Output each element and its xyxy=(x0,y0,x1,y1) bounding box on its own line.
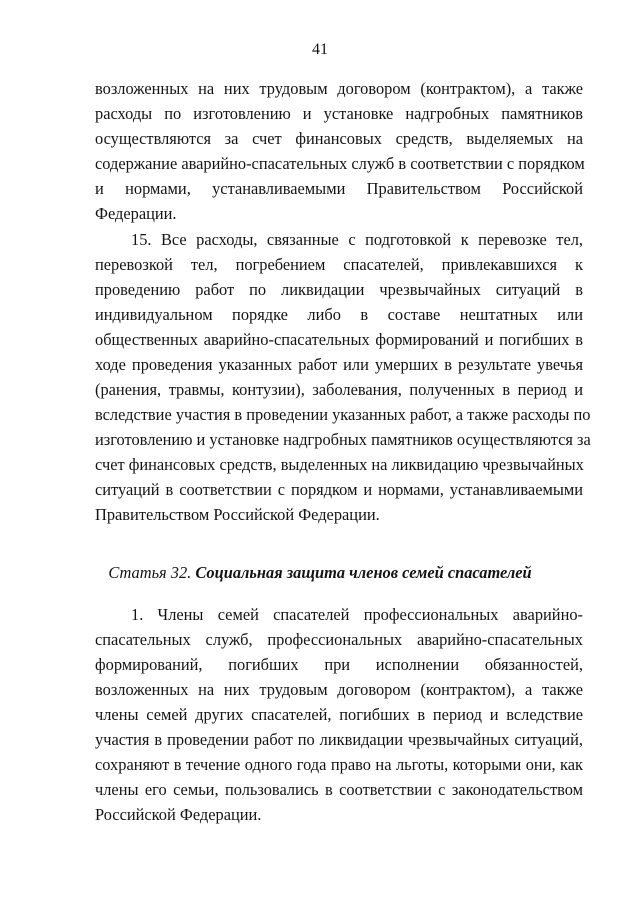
text-line: ходе проведения указанных работ или умерших в результате увечья xyxy=(95,355,583,374)
text-line: члены семей других спасателей, погибших в период и вследствие xyxy=(95,705,583,724)
text-line: счет финансовых средств, выделенных на ликвидацию чрезвычайных xyxy=(95,455,584,474)
text-line: Правительством Российской Федерации. xyxy=(95,505,380,524)
text-line: ситуаций в соответствии с порядком и нормами, устанавливаемыми xyxy=(95,480,583,499)
text-line: расходы по изготовлению и установке надгробных памятников xyxy=(95,104,583,123)
text-line: возложенных на них трудовым договором (контрактом), а также xyxy=(95,680,583,699)
text-line: Федерации. xyxy=(95,204,177,223)
text-line: участия в проведении работ по ликвидации чрезвычайных ситуаций, xyxy=(95,730,583,749)
text-line: 15. Все расходы, связанные с подготовкой к перевозке тел, xyxy=(131,230,583,249)
text-line: возложенных на них трудовым договором (контрактом), а также xyxy=(95,79,583,98)
text-line: осуществляются за счет финансовых средств, выделяемых на xyxy=(95,129,583,148)
article-heading xyxy=(0,563,640,583)
text-line: содержание аварийно-спасательных служб в соответствии с порядком xyxy=(95,154,585,173)
text-line: члены его семьи, пользовались в соответствии с законодательством xyxy=(95,780,583,799)
text-line: сохраняют в течение одного года право на льготы, которыми они, как xyxy=(95,755,583,774)
article-number: Статья 32. xyxy=(108,563,192,582)
text-line: проведению работ по ликвидации чрезвычайных ситуаций в xyxy=(95,280,583,299)
page-number: 41 xyxy=(312,41,328,58)
text-line: изготовлению и установке надгробных памятников осуществляются за xyxy=(95,430,591,449)
text-line: общественных аварийно-спасательных формирований и погибших в xyxy=(95,330,583,349)
paragraph-15 xyxy=(95,227,591,527)
text-line: (ранения, травмы, контузии), заболевания, полученных в период и xyxy=(95,380,583,399)
text-line: формирований, погибших при исполнении обязанностей, xyxy=(95,655,583,674)
paragraph-14-continuation xyxy=(95,76,583,226)
text-line: спасательных служб, профессиональных аварийно-спасательных xyxy=(95,630,583,649)
text-line: и нормами, устанавливаемыми Правительством Российской xyxy=(95,179,583,198)
article-title: Социальная защита членов семей спасателей xyxy=(195,563,532,582)
text-line: 1. Члены семей спасателей профессиональных аварийно- xyxy=(131,605,583,624)
text-line: индивидуальном порядке либо в составе нештатных или xyxy=(95,305,583,324)
article-32-paragraph-1 xyxy=(95,602,583,827)
text-line: Российской Федерации. xyxy=(95,805,262,824)
text-line: вследствие участия в проведении указанных работ, а также расходы по xyxy=(95,405,591,424)
text-line: перевозкой тел, погребением спасателей, привлекавшихся к xyxy=(95,255,583,274)
